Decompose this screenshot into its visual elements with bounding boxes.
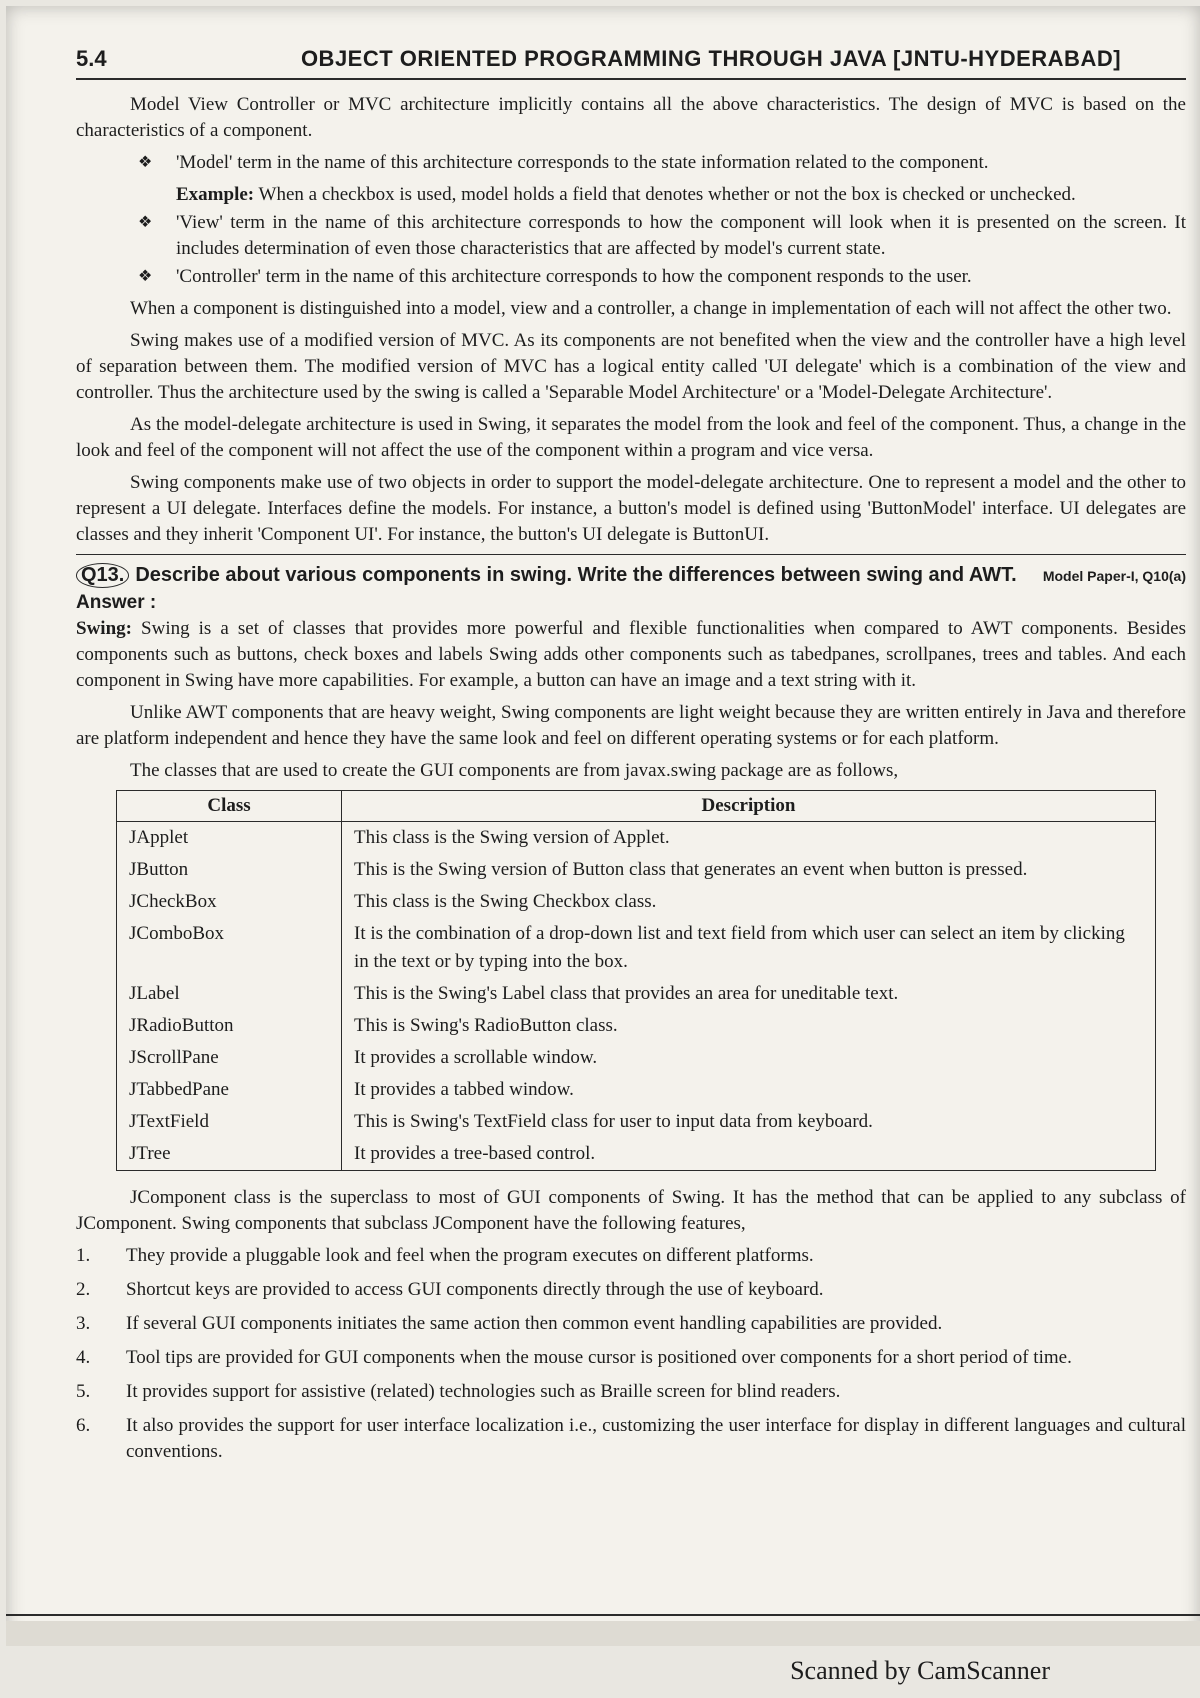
question xyxy=(76,563,1017,588)
list-item-text: Shortcut keys are provided to access GUI components directly through the use of keyboard. xyxy=(126,1279,824,1300)
answer-label: Answer : xyxy=(76,592,157,613)
description-cell: This is Swing's RadioButton class. xyxy=(342,1010,1156,1042)
list-item-text: Tool tips are provided for GUI components when the mouse cursor is positioned over components for a short period of time. xyxy=(126,1347,1072,1368)
example-text: When a checkbox is used, model holds a field that denotes whether or not the box is checked or unchecked. xyxy=(254,184,1076,205)
mvc-bullet-model xyxy=(76,150,1186,176)
class-cell: JButton xyxy=(117,854,342,886)
question-number: Q13. xyxy=(76,563,129,588)
list-item xyxy=(76,1413,1186,1465)
list-item xyxy=(76,1243,1186,1269)
description-cell: This is Swing's TextField class for user to input data from keyboard. xyxy=(342,1106,1156,1138)
list-item xyxy=(76,1345,1186,1371)
list-item-text: They provide a pluggable look and feel when the program executes on different platforms. xyxy=(126,1245,814,1266)
class-cell: JTabbedPane xyxy=(117,1074,342,1106)
jcomponent-intro: JComponent class is the superclass to most of GUI components of Swing. It has the method that can be applied to any subclass of JComponent. Swing components that subclass JComponent have the following features, xyxy=(76,1187,1186,1234)
mvc-bullet-controller xyxy=(76,264,1186,290)
list-item xyxy=(76,1311,1186,1337)
list-item-number: 2. xyxy=(76,1279,91,1300)
table-row xyxy=(117,886,1156,918)
list-item-number: 6. xyxy=(76,1415,91,1436)
table-header-description: Description xyxy=(342,791,1156,822)
page-header xyxy=(76,46,1186,80)
answer-paragraph-2: Unlike AWT components that are heavy weight, Swing components are light weight because they are written entirely in Java and therefore are platform independent and hence they have the same look and feel on different operating systems or for each platform. xyxy=(76,702,1186,749)
mvc-paragraph-4: Swing components make use of two objects in order to support the model-delegate architecture. One to represent a model and the other to represent a UI delegate. Interfaces define the models. For instance, a button's model is defined using 'ButtonModel' interface. UI delegates are classes and they inherit 'Component UI'. For instance, the button's UI delegate is ButtonUI. xyxy=(76,472,1186,545)
diamond-bullet-icon: ❖ xyxy=(138,214,153,231)
swing-classes-table xyxy=(116,790,1156,1171)
table-row xyxy=(117,1010,1156,1042)
footer-rule xyxy=(6,1614,1200,1616)
example-label: Example: xyxy=(176,184,255,205)
class-cell: JRadioButton xyxy=(117,1010,342,1042)
question-text: Describe about various components in swing. Write the differences between swing and AWT. xyxy=(135,564,1017,586)
list-item-text: It also provides the support for user interface localization i.e., customizing the user interface for display in different languages and cultural conventions. xyxy=(126,1415,1186,1462)
answer-paragraph-3: The classes that are used to create the GUI components are from javax.swing package are as follows, xyxy=(130,760,899,781)
diamond-bullet-icon: ❖ xyxy=(138,154,153,171)
scanner-watermark: Scanned by CamScanner xyxy=(790,1656,1050,1685)
list-item-number: 4. xyxy=(76,1347,91,1368)
list-item-number: 5. xyxy=(76,1381,91,1402)
table-row xyxy=(117,854,1156,886)
list-item-number: 1. xyxy=(76,1245,91,1266)
mvc-paragraph-1: When a component is distinguished into a model, view and a controller, a change in implementation of each will not affect the other two. xyxy=(130,298,1172,319)
class-cell: JTree xyxy=(117,1138,342,1171)
page-content xyxy=(76,46,1186,1473)
class-cell: JLabel xyxy=(117,978,342,1010)
mvc-paragraph-3: As the model-delegate architecture is used in Swing, it separates the model from the look and feel of the component. Thus, a change in the look and feel of the component will not affect the use of the component within a program and vice versa. xyxy=(76,414,1186,461)
bullet-text: 'Model' term in the name of this architecture corresponds to the state information related to the component. xyxy=(176,152,989,173)
list-item-text: If several GUI components initiates the same action then common event handling capabilities are provided. xyxy=(126,1313,943,1334)
list-item-number: 3. xyxy=(76,1313,91,1334)
book-title: OBJECT ORIENTED PROGRAMMING THROUGH JAVA [JNTU-HYDERABAD] xyxy=(300,46,1122,71)
diamond-bullet-icon: ❖ xyxy=(138,268,153,285)
section-divider xyxy=(76,554,1186,555)
description-cell: It provides a tabbed window. xyxy=(342,1074,1156,1106)
table-row xyxy=(117,918,1156,978)
list-item-text: It provides support for assistive (related) technologies such as Braille screen for blind readers. xyxy=(126,1381,841,1402)
question-reference: Model Paper-I, Q10(a) xyxy=(1042,568,1186,584)
table-row xyxy=(117,1074,1156,1106)
list-item xyxy=(76,1277,1186,1303)
list-item xyxy=(76,1379,1186,1405)
table-header-class: Class xyxy=(117,791,342,822)
class-cell: JComboBox xyxy=(117,918,342,978)
mvc-bullet-list xyxy=(76,150,1186,176)
paper-sheet xyxy=(6,6,1200,1646)
page-number: 5.4 xyxy=(76,46,107,71)
description-cell: It provides a scrollable window. xyxy=(342,1042,1156,1074)
table-header-row xyxy=(117,791,1156,822)
description-cell: This is the Swing version of Button class that generates an event when button is pressed. xyxy=(342,854,1156,886)
jcomponent-feature-list xyxy=(76,1243,1186,1465)
class-cell: JCheckBox xyxy=(117,886,342,918)
bullet-text: 'Controller' term in the name of this architecture corresponds to how the component responds to the user. xyxy=(176,266,972,287)
mvc-paragraph-2: Swing makes use of a modified version of MVC. As its components are not benefited when the view and the controller have a high level of separation between them. The modified version of MVC has a logical entity called 'UI delegate' which is a combination of the view and controller. Thus the architecture used by the swing is called a 'Separable Model Architecture' or a 'Model-Delegate Architecture'. xyxy=(76,330,1186,403)
table-row xyxy=(117,978,1156,1010)
answer-lead: Swing: xyxy=(76,618,132,639)
footer-strip xyxy=(6,1621,1200,1646)
table-row xyxy=(117,1138,1156,1171)
class-cell: JScrollPane xyxy=(117,1042,342,1074)
table-row xyxy=(117,1042,1156,1074)
description-cell: This is the Swing's Label class that provides an area for uneditable text. xyxy=(342,978,1156,1010)
description-cell: This class is the Swing Checkbox class. xyxy=(342,886,1156,918)
example-line xyxy=(76,182,1186,208)
description-cell: It is the combination of a drop-down list and text field from which user can select an item by clicking in the text or by typing into the box. xyxy=(342,918,1156,978)
bullet-text: 'View' term in the name of this architecture corresponds to how the component will look when it is presented on the screen. It includes determination of even those characteristics that are affected by model's current state. xyxy=(176,212,1186,259)
answer-paragraph-1 xyxy=(76,616,1186,694)
description-cell: It provides a tree-based control. xyxy=(342,1138,1156,1171)
answer-paragraph-1-text: Swing is a set of classes that provides more powerful and flexible functionalities when compared to AWT components. Besides components such as buttons, check boxes and labels Swing adds other components such as tabedpanes, scrollpanes, trees and tables. And each component in Swing have more capabilities. For example, a button can have an image and a text string with it. xyxy=(76,618,1186,691)
question-row xyxy=(76,563,1186,588)
table-row xyxy=(117,822,1156,855)
mvc-intro: Model View Controller or MVC architecture implicitly contains all the above characteristics. The design of MVC is based on the characteristics of a component. xyxy=(76,94,1186,141)
class-cell: JTextField xyxy=(117,1106,342,1138)
table-row xyxy=(117,1106,1156,1138)
mvc-bullet-list-2 xyxy=(76,210,1186,290)
class-cell: JApplet xyxy=(117,822,342,855)
mvc-bullet-view xyxy=(76,210,1186,262)
description-cell: This class is the Swing version of Applet. xyxy=(342,822,1156,855)
